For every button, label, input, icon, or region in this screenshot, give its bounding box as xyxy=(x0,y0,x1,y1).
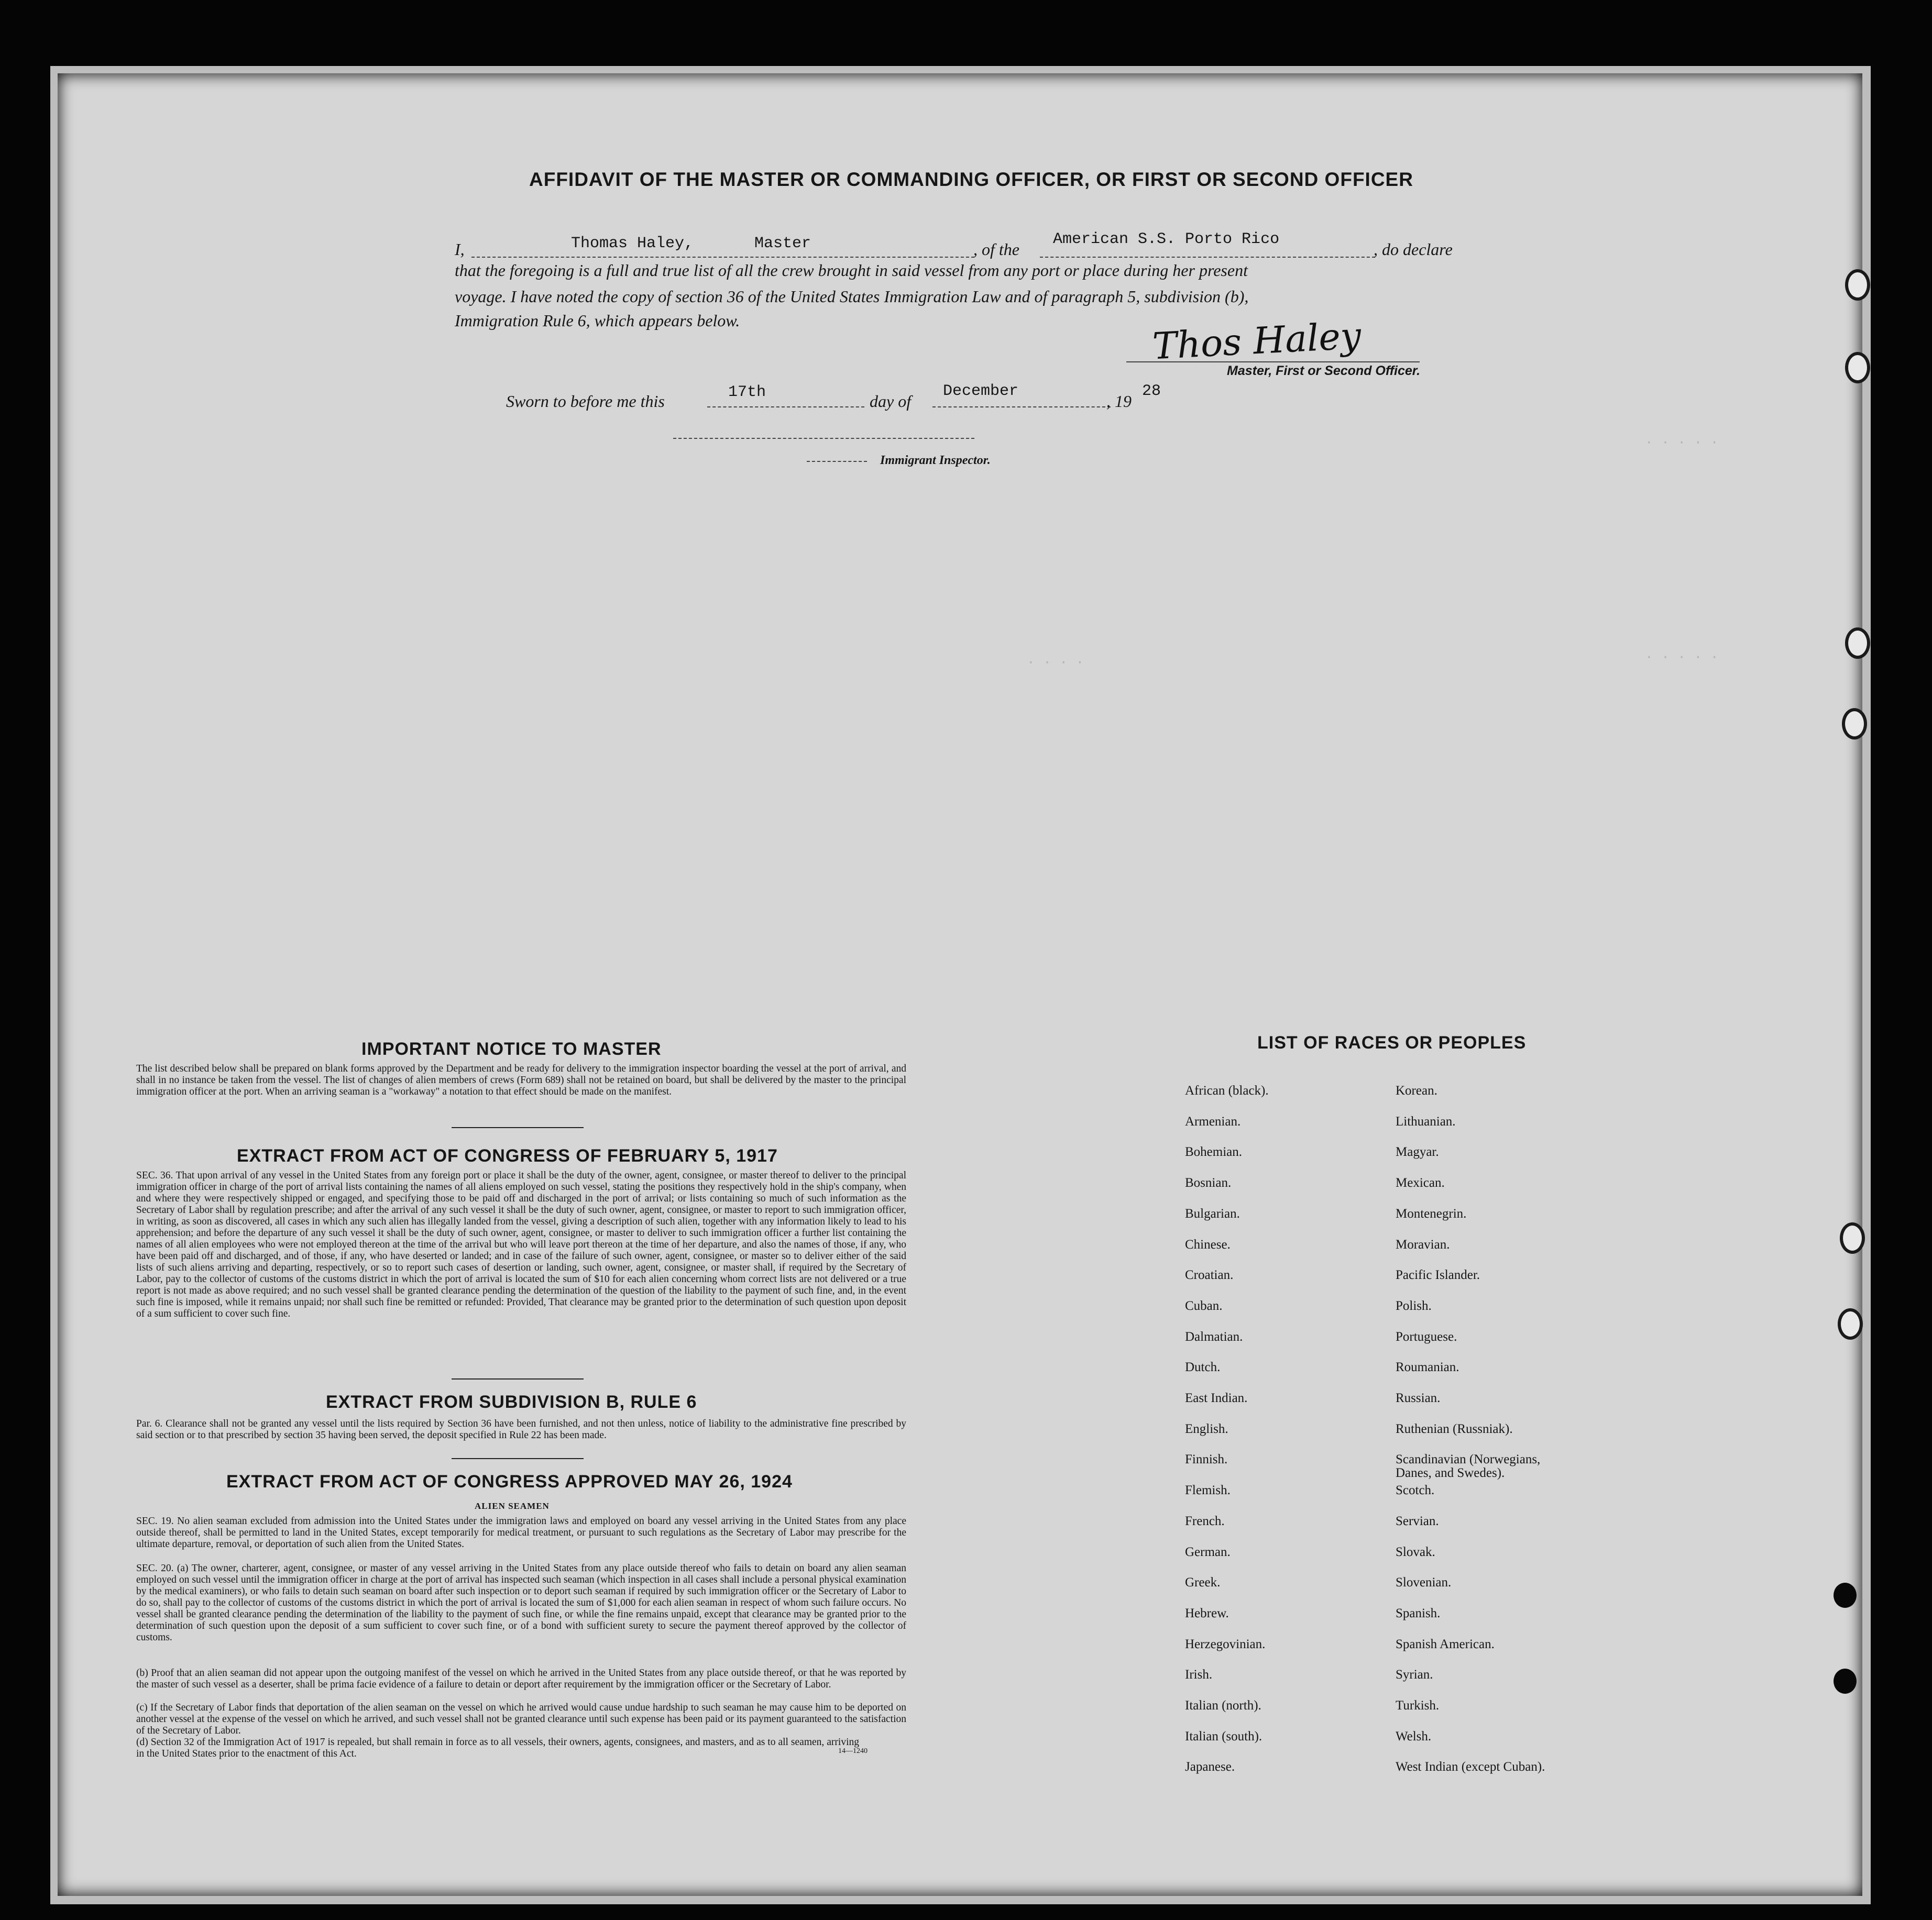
race-item: Bulgarian. xyxy=(1185,1207,1240,1221)
race-item: Roumanian. xyxy=(1396,1360,1459,1374)
extract-rule6-text: Par. 6. Clearance shall not be granted any vessel until the lists required by Section 36 have been furnished, and not then unless, notice of liability to the administrative fine prescribed by said section or to that prescribed by section 35 having been served, the deposit specified in Rule 22 has been made. xyxy=(136,1418,906,1441)
extract-1924-sec20b: (b) Proof that an alien seaman did not appear upon the outgoing manifest of the vessel on which he arrived in the United States from any place outside thereof, or that he was reported by the master of such vessel as a deserter, shall be prima facie evidence of a failure to detain or deport after requirement by the immigration officer or the Secretary of Labor. xyxy=(136,1668,906,1690)
of-the-label: , of the xyxy=(973,240,1019,259)
race-item: Slovenian. xyxy=(1396,1575,1452,1590)
extract-1924-sec20d: (d) Section 32 of the Immigration Act of 1917 is repealed, but shall remain in force as to all vessels, their owners, agents, consignees, and masters, and as to all seamen, arriving in the United States prior to the enactment of this Act. xyxy=(136,1737,859,1759)
race-item: Cuban. xyxy=(1185,1299,1223,1313)
race-item: Scotch. xyxy=(1396,1483,1435,1497)
race-item: Italian (north). xyxy=(1185,1698,1261,1713)
race-item: Turkish. xyxy=(1396,1698,1440,1713)
vessel-name: American S.S. Porto Rico xyxy=(1053,230,1280,248)
race-item: Slovak. xyxy=(1396,1545,1435,1559)
form-number: 14—1240 xyxy=(838,1747,868,1755)
signature-caption: Master, First or Second Officer. xyxy=(1227,363,1421,378)
day-underline xyxy=(707,406,864,407)
race-item: Polish. xyxy=(1396,1299,1432,1313)
day-of-label: day of xyxy=(870,392,912,411)
race-item: Dutch. xyxy=(1185,1360,1221,1374)
inspector-line-short xyxy=(807,461,867,462)
divider xyxy=(452,1127,584,1128)
sworn-year: 28 xyxy=(1142,382,1161,400)
race-item: German. xyxy=(1185,1545,1231,1559)
extract-1924-sec20c: (c) If the Secretary of Labor finds that deportation of the alien seaman on the vessel on which he arrived would cause undue hardship to such seaman he may cause him to be deported on another vessel at the expense of the vessel on which he arrived, and such vessel shall not be granted clearance until such expense has been paid or its payment guaranteed to the satisfaction of the Secretary of Labor. xyxy=(136,1702,906,1736)
bleed-through-mark: · · · · · xyxy=(1645,435,1719,450)
divider xyxy=(452,1458,584,1459)
do-declare-label: , do declare xyxy=(1374,240,1453,259)
race-item: Spanish. xyxy=(1396,1606,1441,1620)
race-item: Lithuanian. xyxy=(1396,1115,1456,1129)
race-item: Welsh. xyxy=(1396,1729,1432,1744)
extract-1924-title: EXTRACT FROM ACT OF CONGRESS APPROVED MAY 26, 1924 xyxy=(226,1472,793,1492)
sworn-day: 17th xyxy=(728,383,766,401)
extract-1924-sec20a: SEC. 20. (a) The owner, charterer, agent, consignee, or master of any vessel arriving in the United States from any place outside thereof who fails to detain on board any alien seaman employed on such vessel until the immigration officer in charge at the port of arrival has inspected such seaman (which inspection in all cases shall include a personal physical examination by the medical examiners), or who fails to detain such seaman on board after such inspection or to deport such seaman if required by such immigration officer or the Secretary of Labor to do so, shall pay to the collector of customs of the customs district in which the port of arrival is located the sum of $1,000 for each alien seaman in respect of whom such failure occurs. No vessel shall be granted clearance pending the determination of the liability to the payment of such fine, or while the fine remains unpaid, except that clearance may be granted prior to the determination of such question upon the deposit of a sum sufficient to cover such fine, or of a bond with sufficient surety to secure the payment thereof approved by the collector of customs. xyxy=(136,1563,906,1643)
race-item: Dalmatian. xyxy=(1185,1330,1243,1344)
bleed-through-mark: · · · · · xyxy=(1645,649,1719,665)
race-item: Bosnian. xyxy=(1185,1176,1232,1190)
signature-line xyxy=(1126,361,1420,362)
race-item: Ruthenian (Russniak). xyxy=(1396,1422,1513,1436)
i-label: I, xyxy=(455,240,465,259)
race-item: Korean. xyxy=(1396,1084,1437,1098)
race-item: Armenian. xyxy=(1185,1115,1241,1129)
notice-text: The list described below shall be prepared on blank forms approved by the Department and be ready for delivery to the immigration inspector boarding the vessel at the port of arrival, and shall in no instance be taken from the vessel. The list of changes of alien members of crews (Form 689) shall not be retained on board, but shall be delivered by the master to the principal immigration officer at the port. When an arriving seaman is a "workaway" a notation to that effect should be made on the manifest. xyxy=(136,1063,906,1097)
race-item: African (black). xyxy=(1185,1084,1269,1098)
race-item: Montenegrin. xyxy=(1396,1207,1467,1221)
race-item: Chinese. xyxy=(1185,1238,1231,1252)
races-title: LIST OF RACES OR PEOPLES xyxy=(1257,1033,1527,1053)
sworn-month: December xyxy=(943,382,1019,400)
vessel-underline xyxy=(1040,257,1375,258)
extract-1917-title: EXTRACT FROM ACT OF CONGRESS OF FEBRUARY 5, 1917 xyxy=(237,1146,778,1166)
binder-hole xyxy=(1840,1222,1865,1254)
extract-rule6-title: EXTRACT FROM SUBDIVISION B, RULE 6 xyxy=(326,1392,697,1412)
binder-hole xyxy=(1845,352,1870,383)
binder-hole xyxy=(1845,269,1870,301)
binder-hole xyxy=(1842,708,1867,740)
race-item: Spanish American. xyxy=(1396,1637,1495,1651)
binder-hole xyxy=(1838,1308,1863,1340)
month-underline xyxy=(932,406,1111,407)
race-item: Mexican. xyxy=(1396,1176,1445,1190)
bleed-through-mark: · · · · xyxy=(1027,655,1084,670)
race-item: Greek. xyxy=(1185,1575,1221,1590)
extract-1924-sec19: SEC. 19. No alien seaman excluded from admission into the United States under the immigration laws and employed on board any vessel arriving in the United States from any place outside thereof, shall be permitted to land in the United States, except temporarily for medical treatment, or pursuant to such regulations as the Secretary of Labor may prescribe for the ultimate departure, removal, or deportation of such alien from the United States. xyxy=(136,1516,906,1550)
race-item: Moravian. xyxy=(1396,1238,1450,1252)
race-item: Flemish. xyxy=(1185,1483,1231,1497)
race-item: Croatian. xyxy=(1185,1268,1234,1282)
binder-hole xyxy=(1834,1583,1857,1608)
race-item: Irish. xyxy=(1185,1668,1213,1682)
binder-hole xyxy=(1845,627,1870,659)
race-item: English. xyxy=(1185,1422,1228,1436)
race-item: Bohemian. xyxy=(1185,1145,1243,1159)
sworn-label: Sworn to before me this xyxy=(506,392,665,411)
extract-1924-subtitle: ALIEN SEAMEN xyxy=(475,1501,550,1511)
affidavit-title: AFFIDAVIT OF THE MASTER OR COMMANDING OFFICER, OR FIRST OR SECOND OFFICER xyxy=(529,169,1413,190)
race-item: Herzegovinian. xyxy=(1185,1637,1266,1651)
extract-1917-text: SEC. 36. That upon arrival of any vessel in the United States from any foreign port or place it shall be the duty of the owner, agent, consignee, or master thereof to deliver to the principal immigration officer in charge of the port of arrival lists containing the names of all aliens employed on such vessel, stating the positions they respectively hold in the ship's company, when and where they were respectively shipped or engaged, and specifying those to be paid off and discharged in the port of arrival; or lists containing so much of such information as the Secretary of Labor shall by regulation prescribe; and after the arrival of any such vessel it shall be the duty of such owner, agent, consignee, or master to report to such immigration officer, in writing, as soon as discovered, all cases in which any such alien has illegally landed from the vessel, giving a description of such alien, together with any information likely to lead to his apprehension; and before the departure of any such vessel it shall be the duty of such owner, agent, consignee, or master to deliver to such immigration officer a further list containing the names of all alien employees who were not employed thereon at the time of the arrival but who will leave port thereon at the time of her departure, and also the names of those, if any, who have been paid off and discharged, and of those, if any, who have deserted or landed; and in case of the failure of such owner, agent, consignee, or master so to deliver either of the said lists of such aliens arriving and departing, respectively, or so to report such cases of desertion or landing, such owner, agent, consignee, or master shall, if required by the Secretary of Labor, pay to the collector of customs of the customs district in which the port of arrival is located the sum of $10 for each alien concerning whom correct lists are not delivered or a true report is not made as above required; and no such vessel shall be granted clearance pending the determination of the question of the liability to the payment of such fine, and, in the event such fine is imposed, while it remains unpaid; nor shall such fine be remitted or refunded: Provided, That clearance may be granted prior to the determination of such question upon deposit of a sum sufficient to cover such fine. xyxy=(136,1170,906,1319)
notice-title: IMPORTANT NOTICE TO MASTER xyxy=(361,1039,662,1059)
race-item: Russian. xyxy=(1396,1391,1441,1405)
name-underline xyxy=(471,257,974,258)
master-signature: Thos Haley xyxy=(1151,314,1363,368)
race-item: Scandinavian (Norwegians, Danes, and Swedes). xyxy=(1396,1452,1541,1480)
race-item: Italian (south). xyxy=(1185,1729,1263,1744)
divider xyxy=(452,1378,584,1380)
affidavit-line-4: Immigration Rule 6, which appears below. xyxy=(455,311,740,330)
race-item: Pacific Islander. xyxy=(1396,1268,1480,1282)
race-item: Hebrew. xyxy=(1185,1606,1229,1620)
inspector-line xyxy=(673,438,974,439)
race-item: Japanese. xyxy=(1185,1760,1235,1774)
inspector-label: Immigrant Inspector. xyxy=(880,454,991,467)
race-item: Servian. xyxy=(1396,1514,1439,1528)
binder-hole xyxy=(1834,1669,1857,1694)
race-item: Portuguese. xyxy=(1396,1330,1457,1344)
master-rank: Master xyxy=(754,235,811,252)
master-name: Thomas Haley, xyxy=(571,235,694,252)
affidavit-line-3: voyage. I have noted the copy of section 36 of the United States Immigration Law and of paragraph 5, subdivision (b), xyxy=(455,287,1249,306)
race-item: Magyar. xyxy=(1396,1145,1439,1159)
race-item: West Indian (except Cuban). xyxy=(1396,1760,1545,1774)
race-item: East Indian. xyxy=(1185,1391,1248,1405)
race-item: French. xyxy=(1185,1514,1225,1528)
year-prefix: , 19 xyxy=(1106,392,1132,411)
race-item: Syrian. xyxy=(1396,1668,1433,1682)
affidavit-line-2: that the foregoing is a full and true list of all the crew brought in said vessel from any port or place during her present xyxy=(455,261,1248,280)
race-item: Finnish. xyxy=(1185,1452,1228,1466)
